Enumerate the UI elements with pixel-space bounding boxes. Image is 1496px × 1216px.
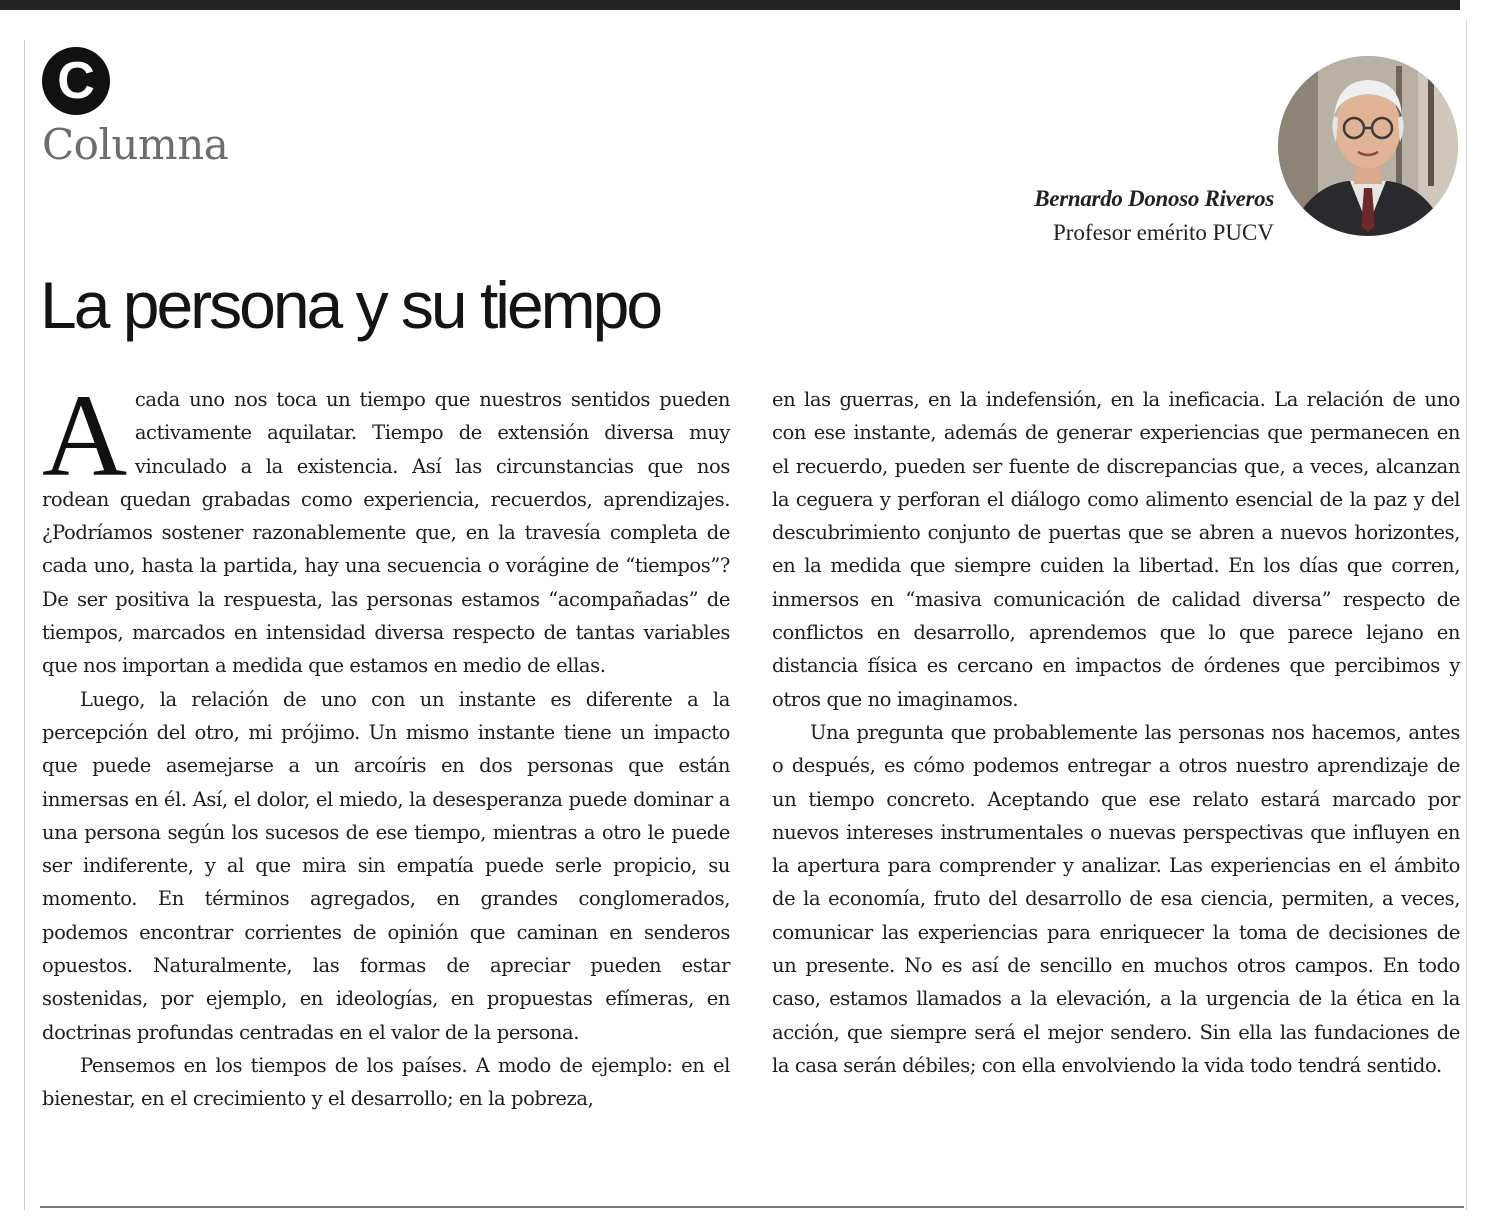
article-paragraph: Pensemos en los tiempos de los países. A modo de ejemplo: en el bienestar, en el crecimiento y el desarrollo; en la pobreza, — [42, 1053, 730, 1111]
article-column-left — [42, 370, 730, 1116]
article-paragraph: Luego, la relación de uno con un instante es diferente a la percepción del otro, mi prójimo. Un mismo instante tiene un impacto que puede asemejarse a un arcoíris en dos personas que están inmersas en él. Así, el dolor, el miedo, la desesperanza puede dominar a una persona según los sucesos de ese tiempo, mientras a otro le puede ser indiferente, y al que mira sin empatía puede serle propicio, su momento. En términos agregados, en grandes conglomerados, podemos encontrar corrientes de opinión que caminan en senderos opuestos. Naturalmente, las formas de apreciar pueden estar sostenidas, por ejemplo, en ideologías, en propuestas efímeras, en doctrinas profundas centradas en el valor de la persona. — [42, 687, 730, 1044]
article-paragraph: en las guerras, en la indefensión, en la ineficacia. La relación de uno con ese instante, además de generar experiencias que permanecen en el recuerdo, pueden ser fuente de discrepancias que, a veces, alcanzan la ceguera y perforan el diálogo como alimento esencial de la paz y del descubrimiento conjunto de puertas que se abren a nuevos horizontes, en la medida que siempre cuiden la libertad. En los días que corren, inmersos en “masiva comunicación de calidad diversa” respecto de conflictos en desarrollo, aprendemos que lo que parece lejano en distancia física es cercano en impactos de órdenes que percibimos y otros que no imaginamos. — [772, 388, 1460, 711]
right-margin-rule — [1466, 20, 1467, 1210]
drop-cap: A — [42, 370, 127, 501]
top-border-bar — [0, 0, 1460, 10]
bottom-rule — [40, 1206, 1464, 1208]
author-title: Profesor emérito PUCV — [1052, 220, 1274, 245]
paragraph-text: cada uno nos toca un tiempo que nuestros sentidos pueden activamente aquilatar. Tiempo de extensión diversa muy vinculado a la existencia. Así las circunstancias que nos rodean quedan grabadas como experiencia, recuerdos, aprendizajes. ¿Podríamos sostener razonablemente que, en la travesía completa de cada uno, hasta la partida, hay una secuencia o vorágine de “tiempos”? De ser positiva la respuesta, las personas estamos “acompañadas” de tiempos, marcados en intensidad diversa respecto de tantas variables que nos importan a medida que estamos en medio de ellas. — [42, 388, 730, 678]
article-column-right — [772, 383, 1460, 1082]
section-badge-icon: C — [42, 47, 110, 115]
article-headline: La persona y su tiempo — [40, 268, 661, 342]
author-portrait-photo — [1278, 56, 1458, 236]
article-paragraph — [42, 370, 730, 683]
article-paragraph: Una pregunta que probablemente las personas nos hacemos, antes o después, es cómo podemos entregar a otros nuestro aprendizaje de un tiempo concreto. Aceptando que ese relato estará marcado por nuevos intereses instrumentales o nuevas perspectivas que influyen en la apertura para comprender y analizar. Las experiencias en el ámbito de la economía, fruto del desarrollo de esa ciencia, permiten, a veces, comunicar las experiencias para enriquecer la toma de decisiones de un presente. No es así de sencillo en muchos otros campos. En todo caso, estamos llamados a la elevación, a la urgencia de la ética en la acción, que siempre será el mejor sendero. Sin ella las fundaciones de la casa serán débiles; con ella envolviendo la vida todo tendrá sentido. — [772, 720, 1460, 1077]
section-label: Columna — [42, 120, 229, 169]
left-margin-rule — [24, 40, 25, 1210]
portrait-illustration — [1278, 56, 1458, 236]
author-name: Bernardo Donoso Riveros — [1034, 186, 1274, 211]
